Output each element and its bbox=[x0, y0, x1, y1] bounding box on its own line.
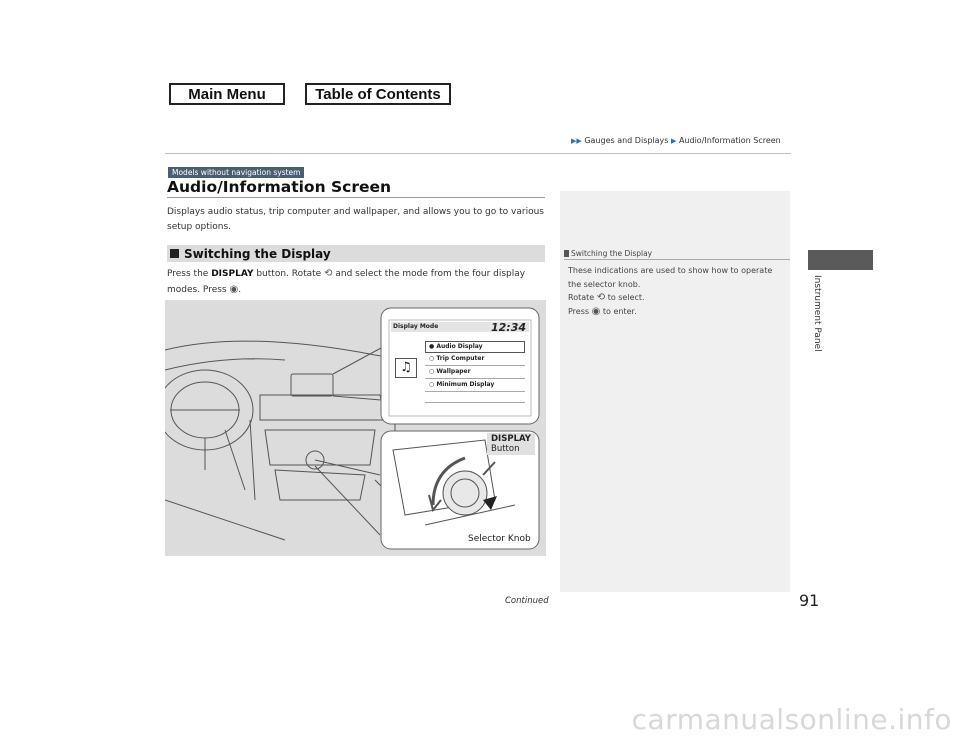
watermark-text: carmanualsonline.info bbox=[631, 703, 952, 736]
note-title-text: Switching the Display bbox=[571, 249, 653, 258]
screen-title: Display Mode bbox=[393, 323, 439, 330]
mode-option-wallpaper[interactable]: ○ Wallpaper bbox=[425, 366, 525, 379]
mode-option-label: Minimum Display bbox=[436, 381, 495, 388]
music-note-icon: ♫ bbox=[395, 358, 417, 378]
page-number: 91 bbox=[799, 591, 820, 610]
note-press-line bbox=[568, 305, 780, 319]
dashboard-illustration bbox=[165, 300, 546, 556]
mode-option-audio[interactable]: ● Audio Display bbox=[425, 341, 525, 353]
note-rotate-line bbox=[568, 291, 780, 305]
note-line-part: to enter. bbox=[602, 306, 637, 316]
breadcrumb-arrow-icon: ▶▶ bbox=[571, 137, 582, 145]
section-heading bbox=[167, 245, 545, 262]
section-heading-text: Switching the Display bbox=[184, 246, 331, 261]
title-divider bbox=[167, 197, 545, 198]
note-line-part: to select. bbox=[607, 293, 645, 302]
note-line-part: Rotate bbox=[568, 293, 595, 302]
screen-clock: 12:34 bbox=[490, 321, 526, 334]
rotate-knob-icon: ⟲ bbox=[596, 292, 606, 303]
main-menu-button[interactable]: Main Menu bbox=[169, 83, 285, 105]
mode-option-label: Wallpaper bbox=[436, 368, 471, 375]
continued-label: Continued bbox=[505, 596, 549, 606]
table-of-contents-button[interactable]: Table of Contents bbox=[305, 83, 451, 105]
header-divider bbox=[165, 153, 791, 154]
chapter-label bbox=[810, 275, 824, 365]
intro-text: Displays audio status, trip computer and wallpaper, and allows you to go to various setup options. bbox=[167, 207, 544, 232]
mode-option-minimum[interactable]: ○ Minimum Display bbox=[425, 379, 525, 392]
display-button-callout bbox=[487, 433, 535, 455]
note-title bbox=[564, 249, 652, 258]
chapter-tab bbox=[808, 250, 873, 270]
press-knob-icon: ◉ bbox=[229, 284, 239, 295]
callout-button-label: Button bbox=[491, 444, 520, 454]
page-title: Audio/Information Screen bbox=[167, 178, 392, 196]
mode-option-label: Audio Display bbox=[436, 343, 483, 350]
body-text-part: Press the bbox=[167, 269, 209, 279]
selector-knob-callout: Selector Knob bbox=[468, 534, 531, 544]
display-mode-screen bbox=[391, 322, 529, 414]
note-line: These indications are used to show how to operate the selector knob. bbox=[568, 266, 773, 289]
note-text bbox=[568, 264, 780, 318]
mode-option-label: Trip Computer bbox=[436, 355, 485, 362]
rotate-knob-icon: ⟲ bbox=[324, 268, 333, 279]
press-knob-icon: ◉ bbox=[591, 305, 601, 317]
body-text-part: and select the mode from the four display modes. Press bbox=[167, 269, 526, 295]
display-button-name: DISPLAY bbox=[211, 269, 254, 279]
body-text-part: button. Rotate bbox=[256, 269, 322, 279]
section-square-icon bbox=[170, 249, 179, 258]
section-body-text bbox=[167, 266, 545, 298]
mode-option-trip[interactable]: ○ Trip Computer bbox=[425, 353, 525, 366]
breadcrumb-arrow-icon: ▶ bbox=[671, 137, 677, 145]
watermark bbox=[0, 702, 960, 742]
note-marker-icon bbox=[564, 250, 569, 257]
model-tag: Models without navigation system bbox=[168, 167, 304, 178]
mode-option-list bbox=[425, 341, 525, 403]
note-line-part: Press bbox=[568, 306, 590, 316]
breadcrumb bbox=[571, 136, 781, 145]
breadcrumb-gauges-link[interactable]: Gauges and Displays bbox=[584, 136, 669, 145]
note-divider bbox=[564, 259, 790, 260]
breadcrumb-current: Audio/Information Screen bbox=[678, 136, 781, 145]
chapter-label-text: Instrument Panel bbox=[812, 275, 822, 352]
body-text-part: . bbox=[238, 285, 242, 295]
callout-display-label: DISPLAY bbox=[491, 434, 531, 444]
